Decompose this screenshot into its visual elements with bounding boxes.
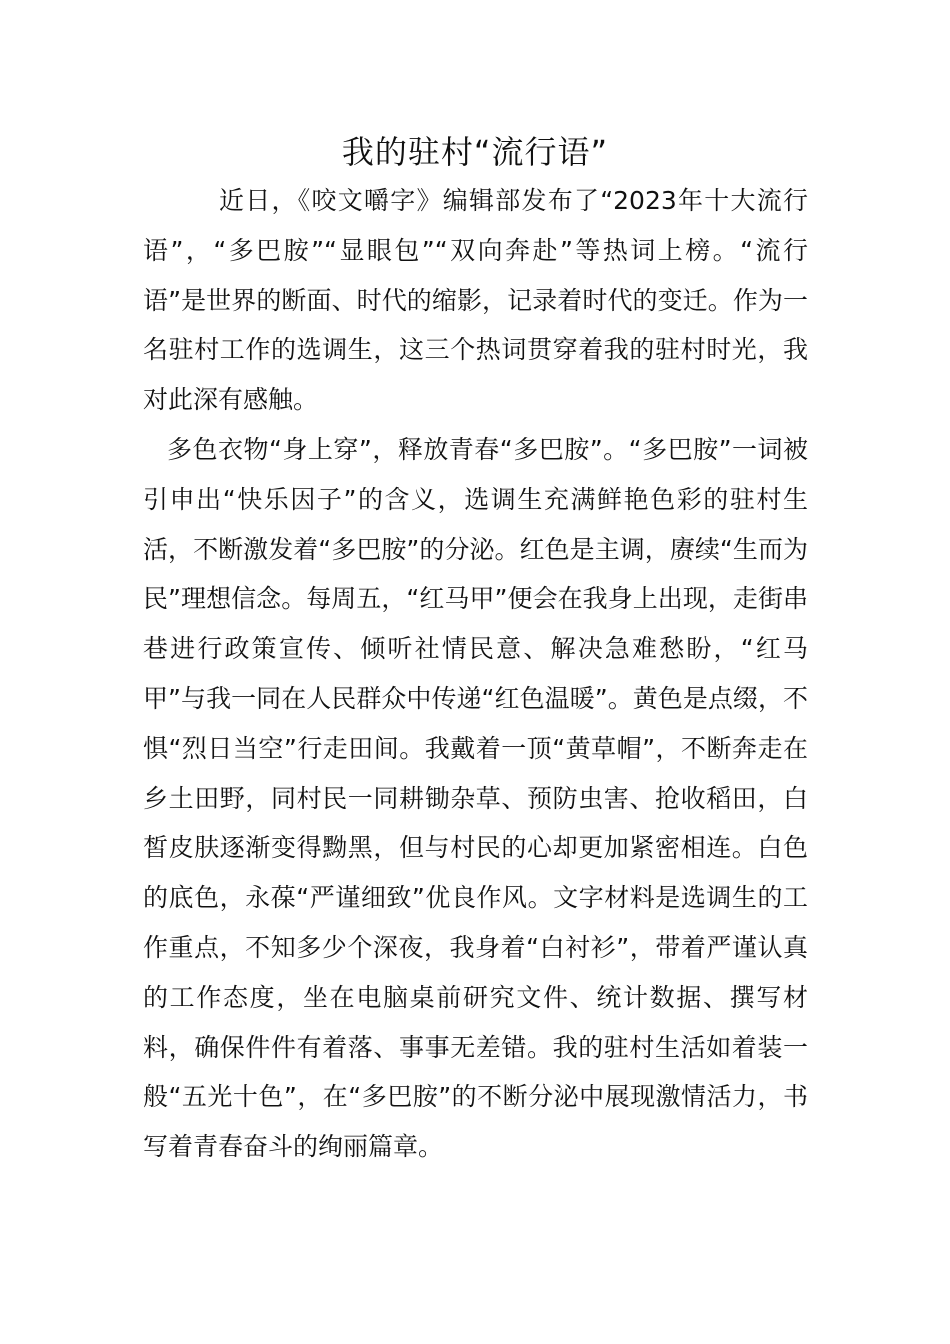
document-title: 我的驻村“流行语”	[341, 133, 609, 171]
paragraph-intro: 近日，《咬文嚼字》编辑部发布了“2023年十大流行语”，“多巴胺”“显眼包”“双向奔赴”等热词上榜。“流行语”是世界的断面、时代的缩影，记录着时代的变迁。作为一名驻村工作的选调生，这三个热词贯穿着我的驻村时光，我对此深有感触。	[143, 186, 808, 415]
paragraph-dopamine: 多色衣物“身上穿”，释放青春“多巴胺”。“多巴胺”一词被引申出“快乐因子”的含义，选调生充满鲜艳色彩的驻村生活，不断激发着“多巴胺”的分泌。红色是主调，赓续“生而为民”理想信念。每周五，“红马甲”便会在我身上出现，走街串巷进行政策宣传、倾听社情民意、解决急难愁盼，“红马甲”与我一同在人民群众中传递“红色温暖”。黄色是点缀，不惧“烈日当空”行走田间。我戴着一顶“黄草帽”，不断奔走在乡土田野，同村民一同耕锄杂草、预防虫害、抢收稻田，白皙皮肤逐渐变得黝黑，但与村民的心却更加紧密相连。白色的底色，永葆“严谨细致”优良作风。文字材料是选调生的工作重点，不知多少个深夜，我身着“白衬衫”，带着严谨认真的工作态度，坐在电脑桌前研究文件、统计数据、撰写材料，确保件件有着落、事事无差错。我的驻村生活如着装一般“五光十色”，在“多巴胺”的不断分泌中展现激情活力，书写着青春奋斗的绚丽篇章。	[143, 434, 808, 1162]
document-body	[143, 176, 808, 1172]
